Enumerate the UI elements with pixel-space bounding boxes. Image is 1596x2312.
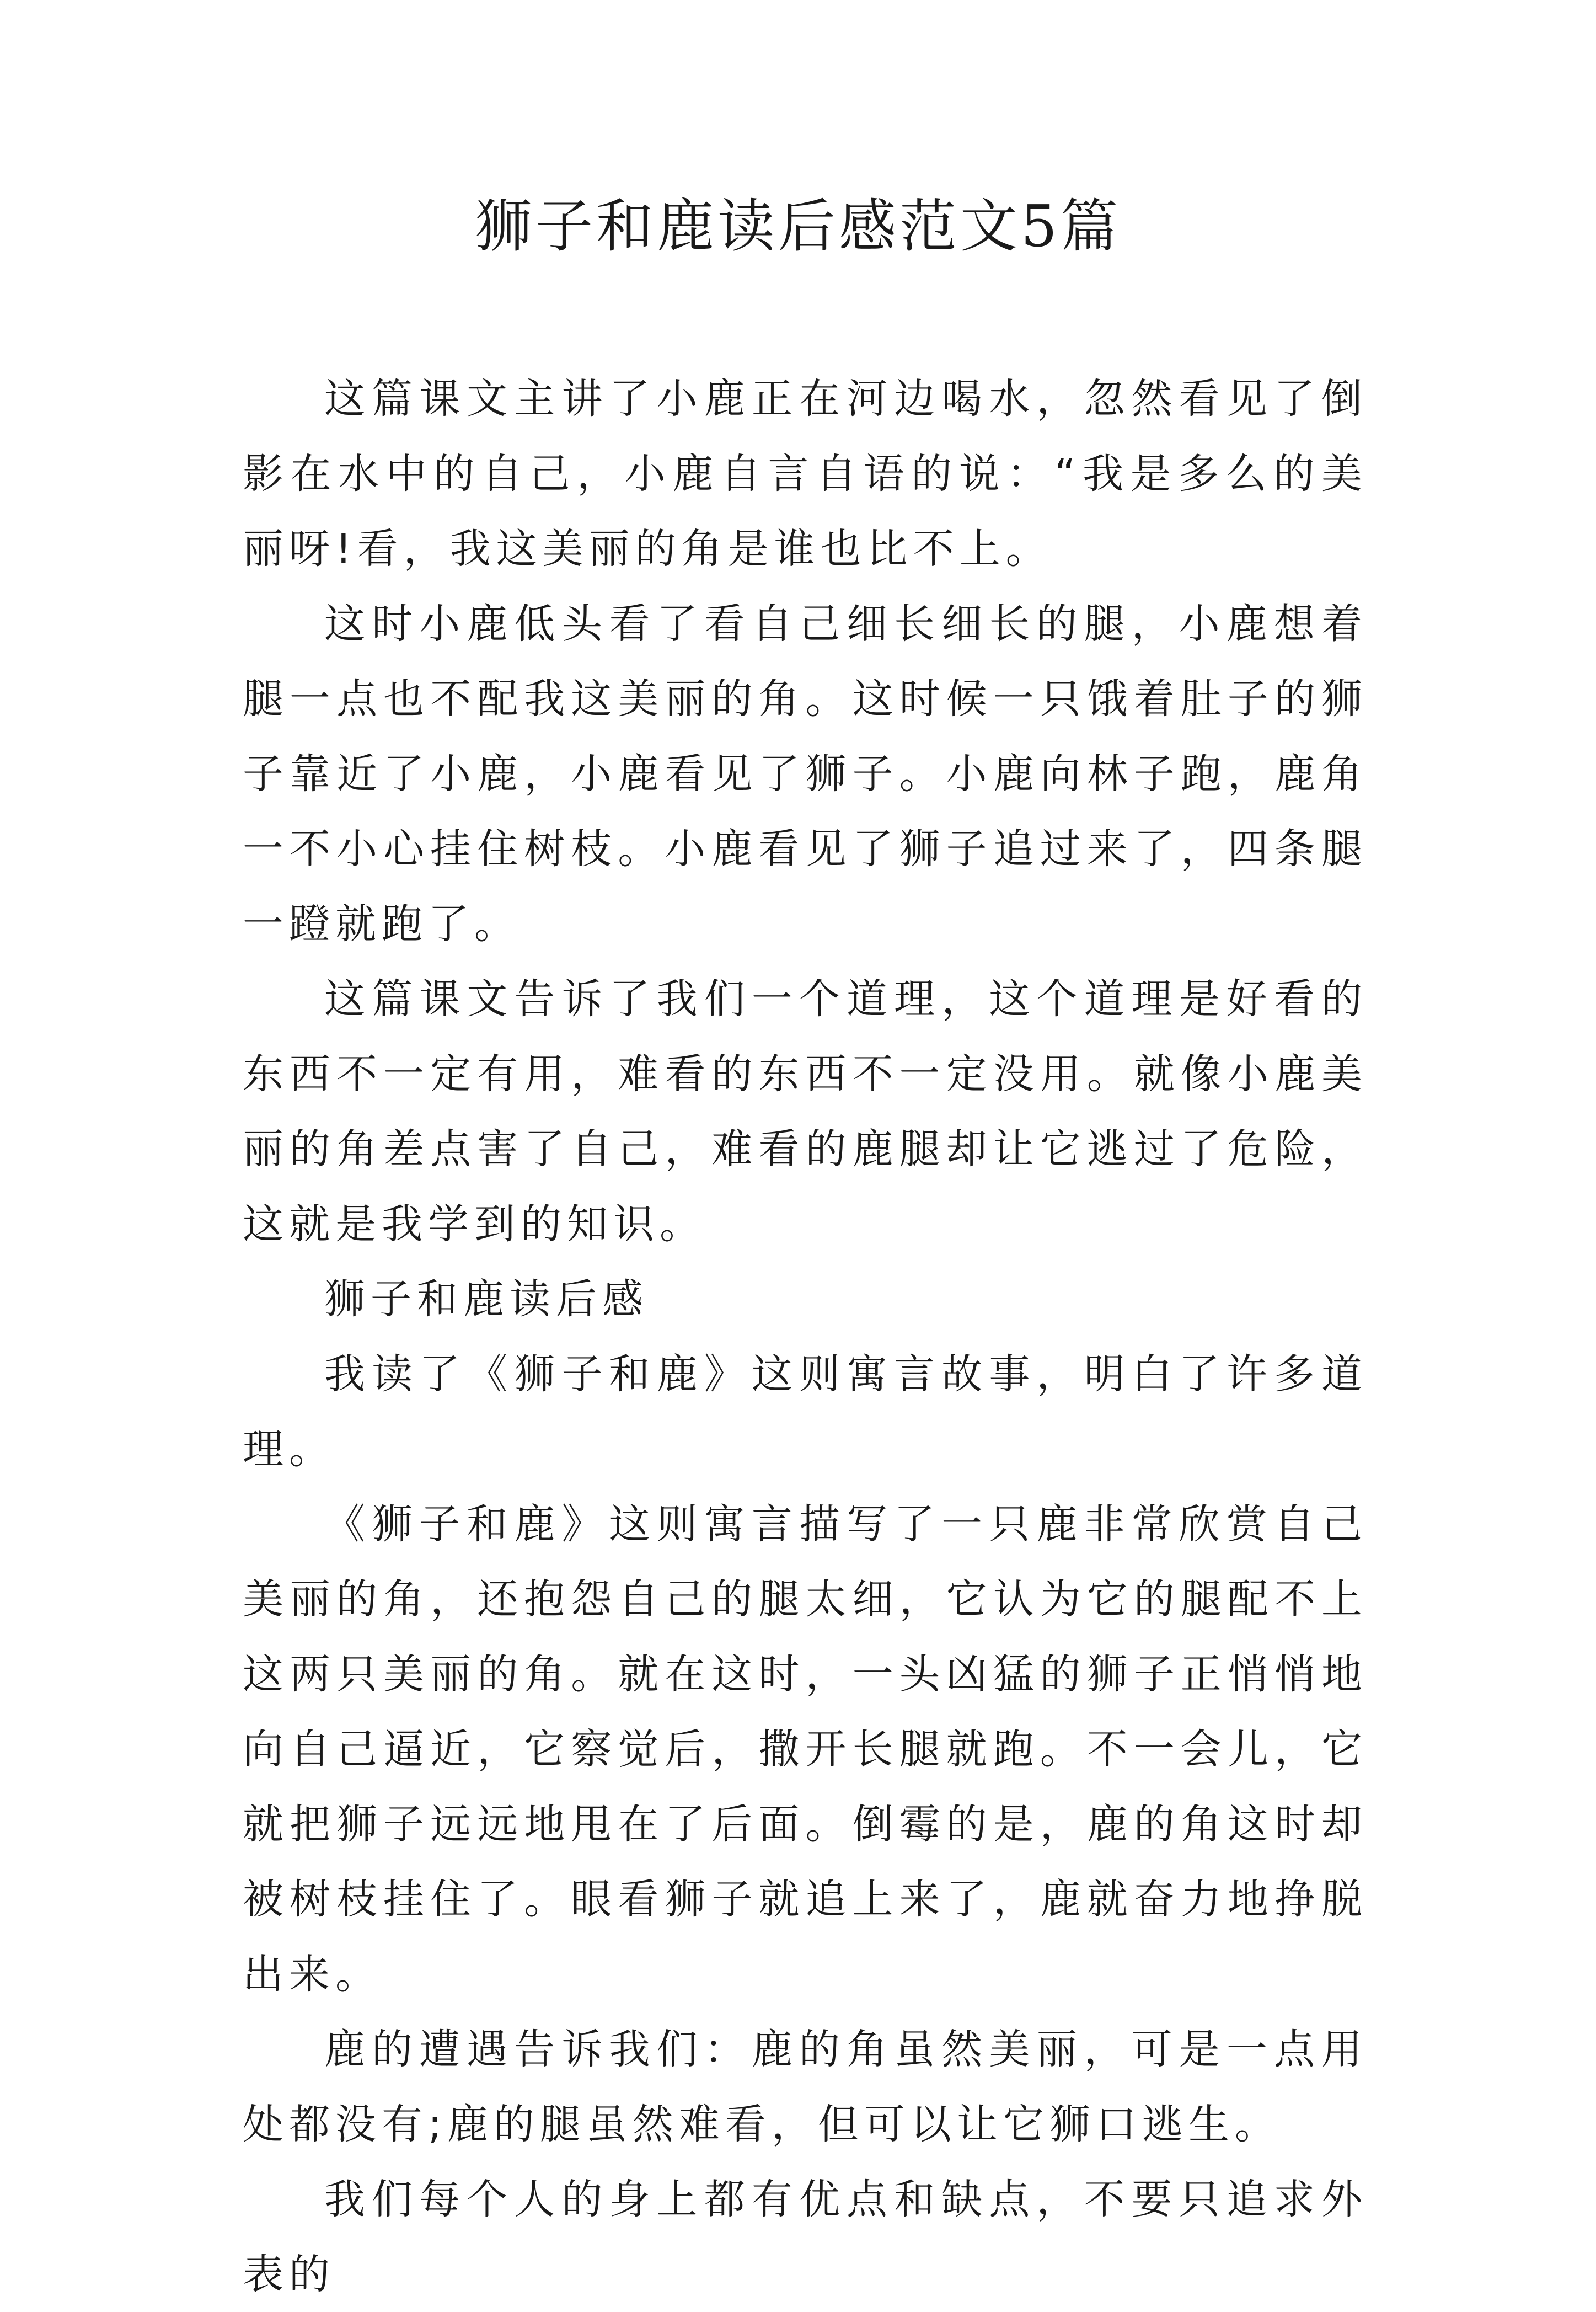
document-body	[243, 361, 1368, 2312]
paragraph-3: 这篇课文告诉了我们一个道理，这个道理是好看的东西不一定有用，难看的东西不一定没用。就像小鹿美丽的角差点害了自己，难看的鹿腿却让它逃过了危险，这就是我学到的知识。	[243, 975, 1368, 1248]
paragraph-2: 这时小鹿低头看了看自己细长细长的腿，小鹿想着腿一点也不配我这美丽的角。这时候一只饿着肚子的狮子靠近了小鹿，小鹿看见了狮子。小鹿向林子跑，鹿角一不小心挂住树枝。小鹿看见了狮子追过来了，四条腿一蹬就跑了。	[243, 600, 1368, 948]
paragraph-1: 这篇课文主讲了小鹿正在河边喝水，忽然看见了倒影在水中的自己，小鹿自言自语的说：“我是多么的美丽呀!看，我这美丽的角是谁也比不上。	[243, 375, 1368, 573]
paragraph-6: 鹿的遭遇告诉我们：鹿的角虽然美丽，可是一点用处都没有;鹿的腿虽然难看，但可以让它狮口逃生。	[243, 2026, 1368, 2148]
section-heading: 狮子和鹿读后感	[324, 1275, 649, 1323]
document-title: 狮子和鹿读后感范文5篇	[474, 193, 1122, 260]
paragraph-4: 我读了《狮子和鹿》这则寓言故事，明白了许多道理。	[243, 1350, 1368, 1473]
paragraph-5: 《狮子和鹿》这则寓言描写了一只鹿非常欣赏自己美丽的角，还抱怨自己的腿太细，它认为它的腿配不上这两只美丽的角。就在这时，一头凶猛的狮子正悄悄地向自己逼近，它察觉后，撒开长腿就跑。不一会儿，它就把狮子远远地甩在了后面。倒霉的是，鹿的角这时却被树枝挂住了。眼看狮子就追上来了，鹿就奋力地挣脱出来。	[243, 1501, 1368, 1998]
paragraph-7: 我们每个人的身上都有优点和缺点，不要只追求外表的	[243, 2176, 1368, 2298]
